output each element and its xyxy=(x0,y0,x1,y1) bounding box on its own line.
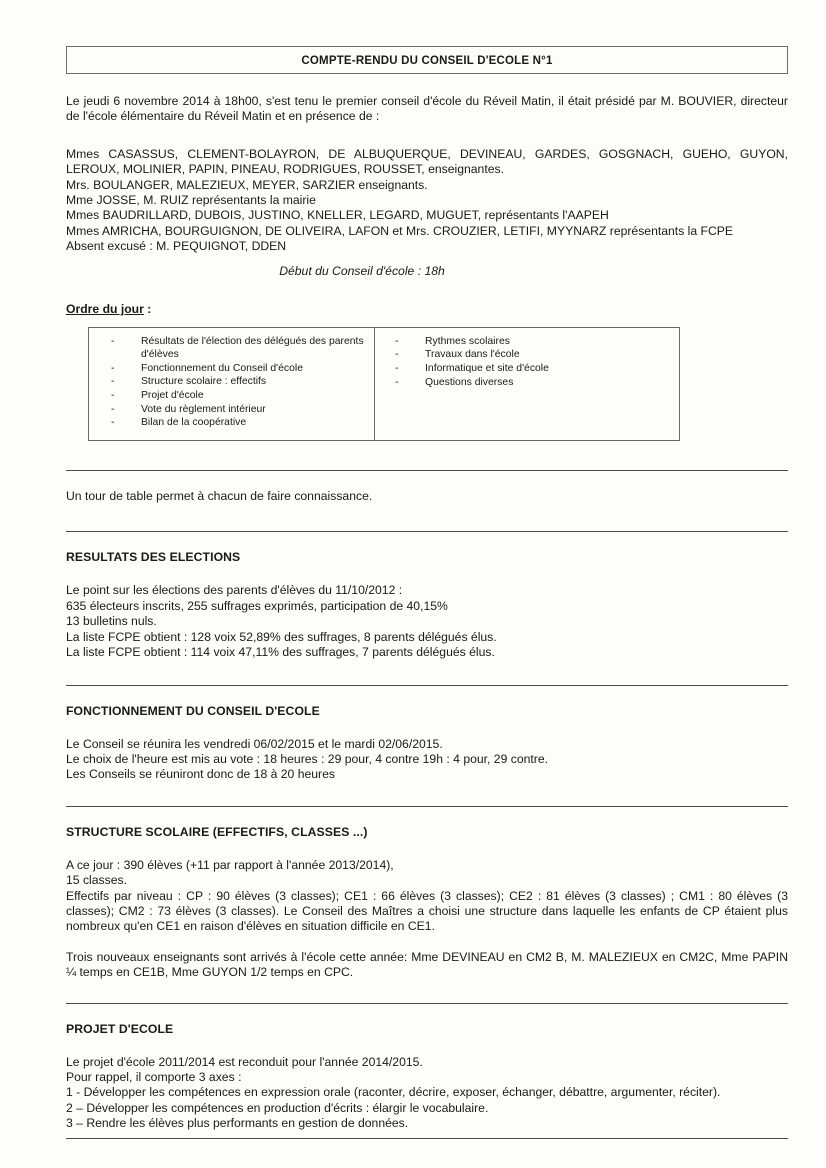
elections-line: La liste FCPE obtient : 114 voix 47,11% des suffrages, 7 parents délégués élus. xyxy=(66,645,495,660)
structure-line: 15 classes. xyxy=(66,873,127,888)
agenda-item: - Questions diverses xyxy=(379,376,675,389)
projet-body xyxy=(66,1055,788,1132)
agenda-label-suffix: : xyxy=(143,301,152,316)
agenda-item: - Travaux dans l'école xyxy=(379,348,675,361)
section-heading-fonctionnement: FONCTIONNEMENT DU CONSEIL D'ECOLE xyxy=(66,703,320,718)
structure-body xyxy=(66,858,788,981)
agenda-item: - Bilan de la coopérative xyxy=(93,416,370,429)
structure-paragraph: Effectifs par niveau : CP : 90 élèves (3 classes); CE1 : 66 élèves (3 classes); CE2 : 81 élèves (3 classes) ; CM1 : 80 élèves (3 classes); CM2 : 73 élèves (3 classes). Le Conseil des Maîtres a choisi une structure dans laquelle les enfants de CP étaient plus nombreux qu'en CE1 en raison d'élèves en situation difficile en CE1. xyxy=(66,888,788,934)
elections-line: 13 bulletins nuls. xyxy=(66,614,157,629)
fonctionnement-line: Le choix de l'heure est mis au vote : 18 heures : 29 pour, 4 contre 19h : 4 pour, 29 contre. xyxy=(66,751,549,766)
attendees-block xyxy=(66,147,788,255)
agenda-item: - Vote du règlement intérieur xyxy=(93,403,370,416)
agenda-label-text: Ordre du jour xyxy=(66,301,144,316)
section-heading-projet: PROJET D'ECOLE xyxy=(66,1021,174,1036)
intro-paragraph: Le jeudi 6 novembre 2014 à 18h00, s'est tenu le premier conseil d'école du Réveil Matin, il était présidé par M. BOUVIER, directeur de l'école élémentaire du Réveil Matin et en présence de : xyxy=(66,94,788,124)
structure-paragraph-2: Trois nouveaux enseignants sont arrivés à l'école cette année: Mme DEVINEAU en CM2 B, M. MALEZIEUX en CM2C, Mme PAPIN ¼ temps en CE1B, Mme GUYON 1/2 temps en CPC. xyxy=(66,949,788,980)
section-divider xyxy=(66,531,788,532)
structure-line: A ce jour : 390 élèves (+11 par rapport à l'année 2013/2014), xyxy=(66,857,394,872)
document-title-box xyxy=(66,46,788,74)
attendee-line: Mrs. BOULANGER, MALEZIEUX, MEYER, SARZIER enseignants. xyxy=(66,177,428,192)
section-heading-elections: RESULTATS DES ELECTIONS xyxy=(66,550,241,565)
agenda-list-right xyxy=(379,335,675,389)
section-divider xyxy=(66,1003,788,1004)
projet-axis-2: 2 – Développer les compétences en production d'écrits : élargir le vocabulaire. xyxy=(66,1100,489,1115)
section-divider xyxy=(66,806,788,807)
section-heading-structure: STRUCTURE SCOLAIRE (EFFECTIFS, CLASSES ...) xyxy=(66,824,368,839)
projet-line: Le projet d'école 2011/2014 est reconduit pour l'année 2014/2015. xyxy=(66,1054,423,1069)
section-divider xyxy=(66,470,788,471)
attendee-line: Absent excusé : M. PEQUIGNOT, DDEN xyxy=(66,239,287,254)
page-title: COMPTE-RENDU DU CONSEIL D'ECOLE N°1 xyxy=(301,55,553,67)
elections-line: 635 électeurs inscrits, 255 suffrages exprimés, participation de 40,15% xyxy=(66,598,448,613)
fonctionnement-body xyxy=(66,737,788,783)
agenda-item: - Structure scolaire : effectifs xyxy=(93,375,370,388)
agenda-item: - Résultats de l'élection des délégués des parents d'élèves xyxy=(93,335,370,361)
fonctionnement-line: Le Conseil se réunira les vendredi 06/02/2015 et le mardi 02/06/2015. xyxy=(66,736,443,751)
attendee-line: Mmes CASASSUS, CLEMENT-BOLAYRON, DE ALBUQUERQUE, DEVINEAU, GARDES, GOSGNACH, GUEHO, GUYON, LEROUX, MOLINIER, PAPIN, PINEAU, RODRIGUES, ROUSSET, enseignantes. xyxy=(66,146,788,177)
agenda-item: - Rythmes scolaires xyxy=(379,335,675,348)
agenda-item: - Projet d'école xyxy=(93,389,370,402)
section-divider xyxy=(66,1138,788,1139)
agenda-column-right xyxy=(375,328,679,440)
agenda-item: - Informatique et site d'école xyxy=(379,362,675,375)
tour-de-table-paragraph: Un tour de table permet à chacun de faire connaissance. xyxy=(66,489,373,504)
attendee-line: Mmes BAUDRILLARD, DUBOIS, JUSTINO, KNELLER, LEGARD, MUGUET, représentants l'AAPEH xyxy=(66,208,609,223)
attendee-line: Mme JOSSE, M. RUIZ représentants la mairie xyxy=(66,193,316,208)
agenda-label xyxy=(66,302,788,316)
attendee-line: Mmes AMRICHA, BOURGUIGNON, DE OLIVEIRA, LAFON et Mrs. CROUZIER, LETIFI, MYYNARZ représentants la FCPE xyxy=(66,223,734,238)
council-start-time: Début du Conseil d'école : 18h xyxy=(279,263,445,278)
projet-axis-3: 3 – Rendre les élèves plus performants en gestion de données. xyxy=(66,1116,409,1131)
section-divider xyxy=(66,685,788,686)
fonctionnement-line: Les Conseils se réuniront donc de 18 à 20 heures xyxy=(66,767,335,782)
elections-line: La liste FCPE obtient : 128 voix 52,89% des suffrages, 8 parents délégués élus. xyxy=(66,629,497,644)
agenda-column-left xyxy=(89,328,375,440)
content-column xyxy=(66,0,788,1139)
projet-axis-1: 1 - Développer les compétences en expression orale (raconter, décrire, exposer, échanger, débattre, argumenter, réciter). xyxy=(66,1085,721,1100)
agenda-item: - Fonctionnement du Conseil d'école xyxy=(93,362,370,375)
elections-line: Le point sur les élections des parents d'élèves du 11/10/2012 : xyxy=(66,583,403,598)
elections-body xyxy=(66,583,788,660)
agenda-list-left xyxy=(93,335,370,430)
agenda-table xyxy=(88,327,680,441)
projet-line: Pour rappel, il comporte 3 axes : xyxy=(66,1069,242,1084)
